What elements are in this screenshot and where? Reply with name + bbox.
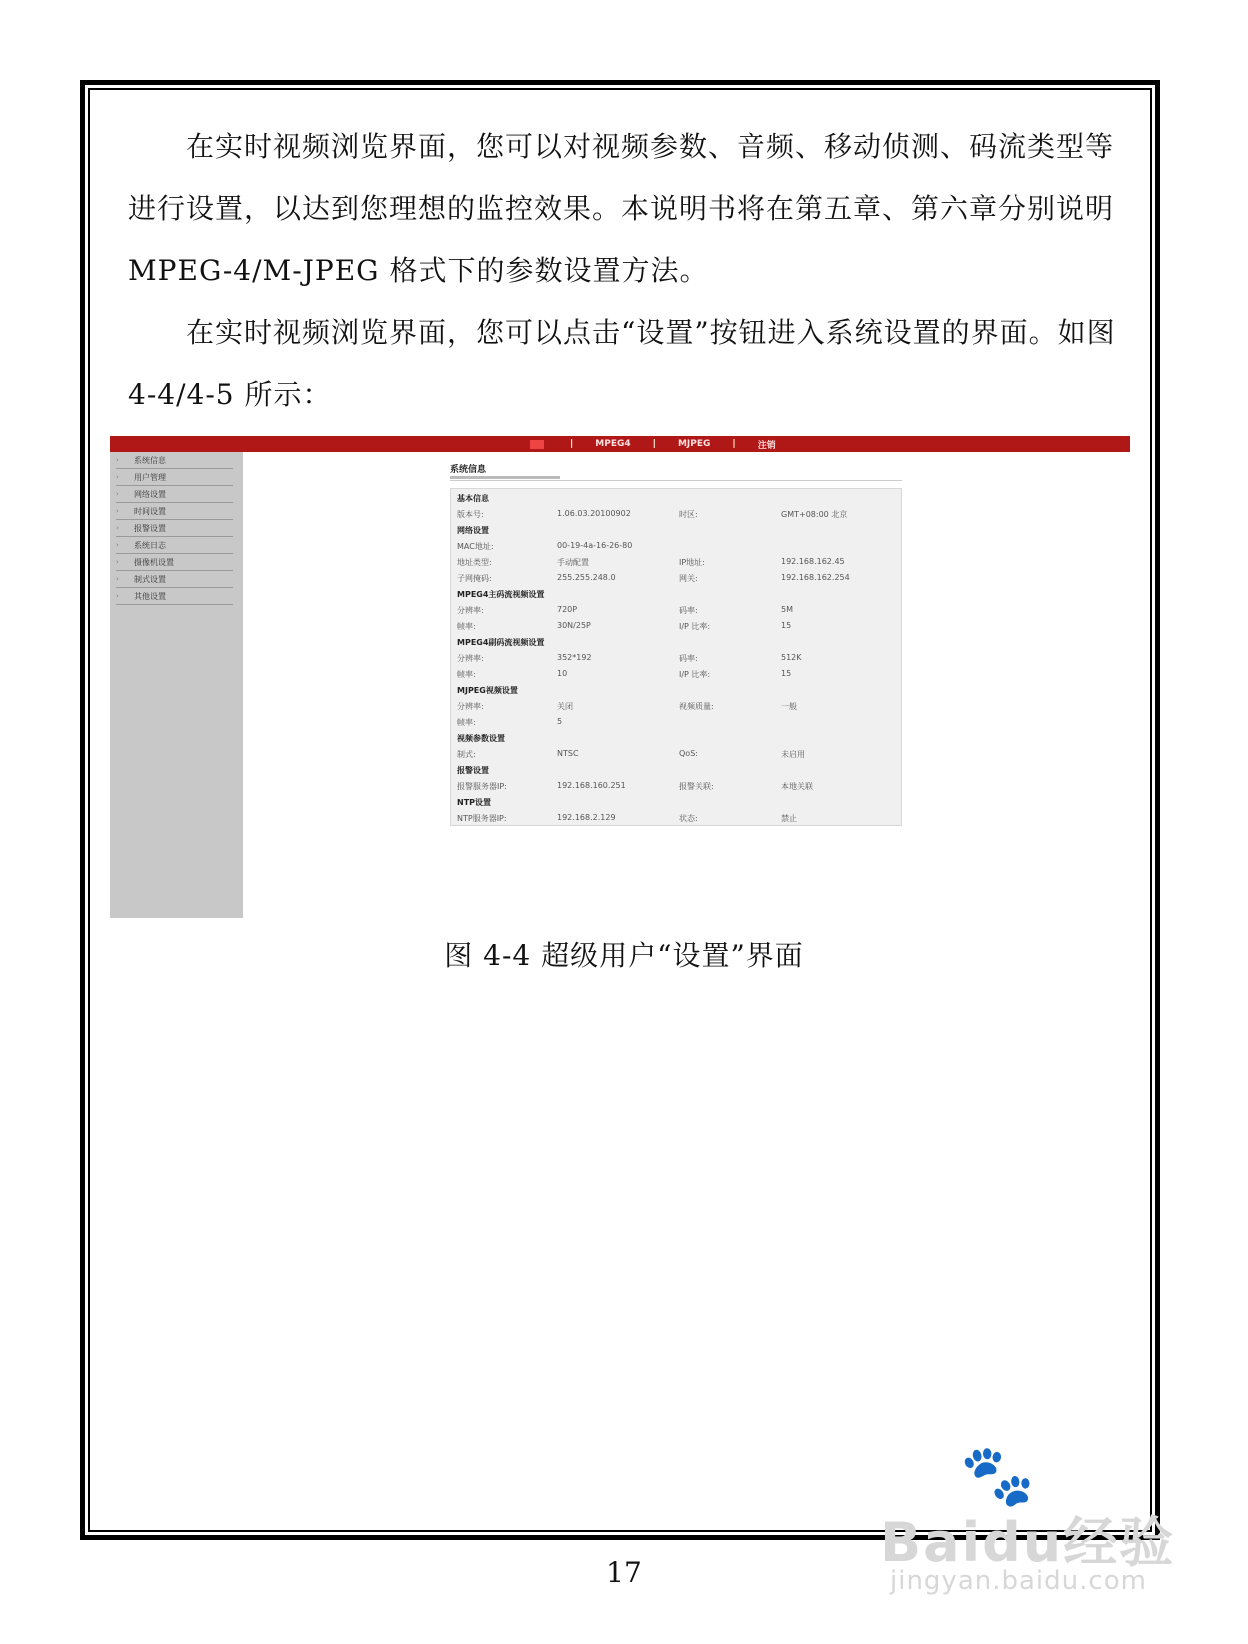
info-row (451, 541, 903, 553)
info-label: I/P 比率: (679, 622, 711, 631)
info-value: 禁止 (781, 814, 797, 823)
panel-title: 系统信息 (450, 465, 487, 475)
info-label: 分辨率: (457, 654, 484, 663)
section-title: 网络设置 (457, 526, 489, 535)
chevron-right-icon: › (116, 524, 119, 532)
info-value: 5 (557, 717, 563, 726)
chevron-right-icon: › (116, 575, 119, 583)
info-label: 帧率: (457, 622, 476, 631)
sidebar (110, 452, 243, 918)
info-row (451, 621, 903, 633)
info-label: MAC地址: (457, 542, 494, 551)
sidebar-item-label: 摄像机设置 (134, 557, 174, 567)
panel-title-underline (450, 476, 560, 479)
info-row (451, 749, 903, 761)
sidebar-item-label: 制式设置 (134, 574, 166, 584)
info-value: 00-19-4a-16-26-80 (557, 541, 633, 550)
info-row (451, 557, 903, 569)
chevron-right-icon: › (116, 490, 119, 498)
baidu-watermark (880, 1440, 1180, 1610)
watermark-url: jingyan.baidu.com (890, 1566, 1147, 1596)
sidebar-item-network[interactable] (116, 486, 233, 503)
info-value: 手动配置 (557, 558, 589, 567)
info-row (451, 669, 903, 681)
sidebar-item-label: 网络设置 (134, 489, 166, 499)
info-label: 帧率: (457, 718, 476, 727)
nav-mjpeg[interactable]: MJPEG (677, 439, 711, 449)
info-label: 分辨率: (457, 606, 484, 615)
info-label: QoS: (679, 749, 698, 758)
info-value: 192.168.2.129 (557, 813, 616, 822)
system-info-table (450, 488, 902, 826)
section-title: 视频参数设置 (457, 734, 505, 743)
chevron-right-icon: › (116, 558, 119, 566)
info-row (451, 813, 903, 825)
info-value: GMT+08:00 北京 (781, 510, 848, 519)
info-value: 未启用 (781, 750, 805, 759)
info-value: 一般 (781, 702, 797, 711)
section-title: MPEG4主码流视频设置 (457, 590, 545, 599)
paragraph-1: 在实时视频浏览界面，您可以对视频参数、音频、移动侦测、码流类型等进行设置，以达到您理想的监控效果。本说明书将在第五章、第六章分别说明MPEG-4/M-JPEG 格式下的参数设置方法。 (128, 130, 1115, 287)
sidebar-item-label: 其他设置 (134, 591, 166, 601)
paw-logo-icon: 🐾 (960, 1441, 1035, 1511)
chevron-right-icon: › (116, 541, 119, 549)
page-number: 17 (606, 1556, 642, 1589)
sidebar-item-camera[interactable] (116, 554, 233, 571)
sidebar-item-time[interactable] (116, 503, 233, 520)
info-row (451, 573, 903, 585)
top-nav: | MPEG4 | MJPEG | 注销 (530, 436, 782, 452)
info-label: 报警关联: (679, 782, 714, 791)
info-label: 网关: (679, 574, 698, 583)
info-label: 子网掩码: (457, 574, 492, 583)
info-value: NTSC (557, 749, 579, 758)
section-title: MJPEG视频设置 (457, 686, 518, 695)
sidebar-item-users[interactable] (116, 469, 233, 486)
active-tab-marker (530, 440, 544, 449)
info-label: 码率: (679, 606, 698, 615)
paragraph-2: 在实时视频浏览界面，您可以点击“设置”按钮进入系统设置的界面。如图4-4/4-5 所示： (128, 316, 1116, 411)
sidebar-item-log[interactable] (116, 537, 233, 554)
sidebar-item-label: 时间设置 (134, 506, 166, 516)
sidebar-item-label: 系统日志 (134, 540, 166, 550)
info-row (451, 509, 903, 521)
info-label: 码率: (679, 654, 698, 663)
info-value: 本地关联 (781, 782, 813, 791)
info-value: 192.168.162.45 (781, 557, 845, 566)
body-text (128, 116, 1132, 426)
info-value: 255.255.248.0 (557, 573, 616, 582)
sidebar-item-label: 系统信息 (134, 455, 166, 465)
info-value: 30N/25P (557, 621, 591, 630)
info-value: 720P (557, 605, 578, 614)
info-label: IP地址: (679, 558, 705, 567)
chevron-right-icon: › (116, 473, 119, 481)
info-label: 状态: (679, 814, 698, 823)
section-title: 报警设置 (457, 766, 489, 775)
info-value: 512K (781, 653, 802, 662)
info-value: 15 (781, 621, 792, 630)
info-label: 制式: (457, 750, 476, 759)
info-label: 报警服务器IP: (457, 782, 507, 791)
info-row (451, 701, 903, 713)
info-row (451, 653, 903, 665)
info-label: NTP服务器IP: (457, 814, 507, 823)
section-title: MPEG4副码流视频设置 (457, 638, 545, 647)
info-label: 时区: (679, 510, 698, 519)
info-label: 分辨率: (457, 702, 484, 711)
info-row (451, 717, 903, 729)
info-value: 10 (557, 669, 568, 678)
info-value: 1.06.03.20100902 (557, 509, 631, 518)
sidebar-item-other[interactable] (116, 588, 233, 605)
sidebar-item-label: 报警设置 (134, 523, 166, 533)
sidebar-item-alarm[interactable] (116, 520, 233, 537)
info-value: 192.168.160.251 (557, 781, 626, 790)
info-label: 视频质量: (679, 702, 714, 711)
chevron-right-icon: › (116, 592, 119, 600)
figure-caption: 图 4-4 超级用户“设置”界面 (444, 939, 804, 972)
info-value: 5M (781, 605, 793, 614)
chevron-right-icon: › (116, 507, 119, 515)
sidebar-item-label: 用户管理 (134, 472, 166, 482)
settings-screenshot (110, 436, 1130, 918)
info-row (451, 781, 903, 793)
info-row (451, 605, 903, 617)
watermark-brand: Baidu经验 (880, 1511, 1176, 1574)
section-title: NTP设置 (457, 798, 492, 807)
chevron-right-icon: › (116, 456, 119, 464)
info-value: 192.168.162.254 (781, 573, 850, 582)
info-value: 关闭 (557, 702, 573, 711)
info-value: 352*192 (557, 653, 592, 662)
info-label: 版本号: (457, 510, 484, 519)
sidebar-item-system-info[interactable] (116, 452, 233, 469)
info-value: 15 (781, 669, 792, 678)
section-title: 基本信息 (457, 494, 489, 503)
sidebar-item-format[interactable] (116, 571, 233, 588)
info-label: I/P 比率: (679, 670, 711, 679)
info-label: 帧率: (457, 670, 476, 679)
nav-logout[interactable]: 注销 (757, 440, 776, 451)
info-label: 地址类型: (457, 558, 492, 567)
panel-divider (450, 480, 902, 481)
nav-mpeg4[interactable]: MPEG4 (595, 439, 631, 449)
